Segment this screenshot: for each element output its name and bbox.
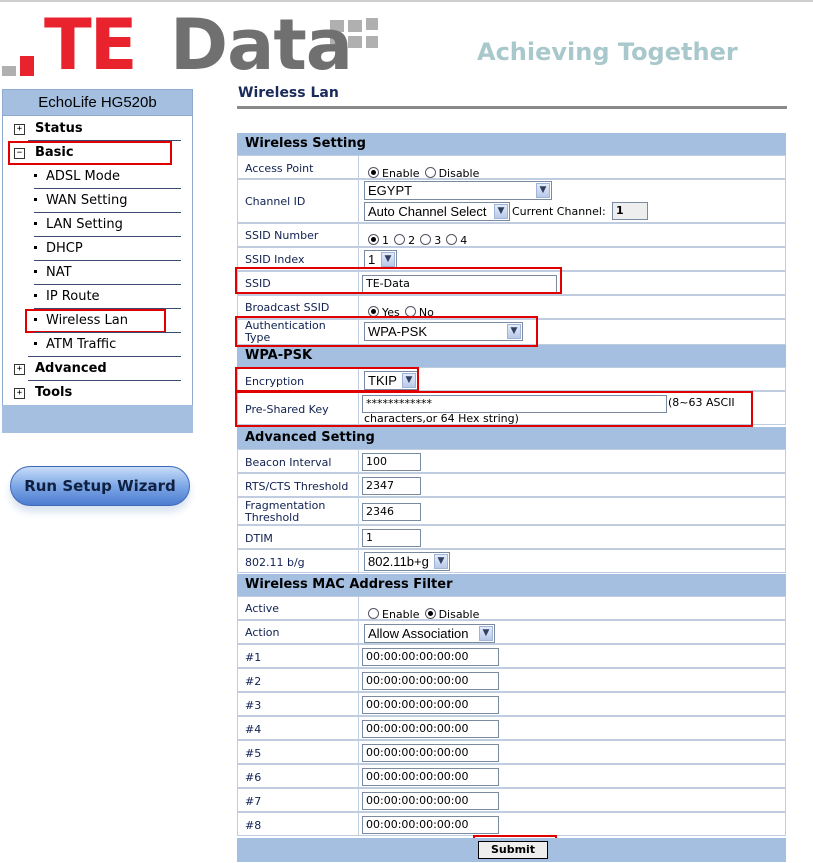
- mac-address-input[interactable]: 00:00:00:00:00:00: [362, 720, 499, 738]
- logo-data-text: Data: [170, 4, 353, 86]
- row-ssid-index: SSID Index 1 ▼: [237, 247, 786, 271]
- wireless-mode-select[interactable]: 802.11b+g ▼: [364, 552, 450, 571]
- mac-filter-disable-radio[interactable]: [425, 608, 436, 619]
- fragmentation-threshold-input[interactable]: 2346: [362, 503, 421, 521]
- row-access-point: Access Point Enable Disable: [237, 155, 786, 179]
- chevron-down-icon: ▼: [536, 183, 550, 198]
- ssid-number-3-radio[interactable]: [420, 234, 431, 245]
- sidebar-item-dhcp[interactable]: DHCP: [34, 242, 83, 256]
- row-broadcast-ssid: Broadcast SSID Yes No: [237, 295, 786, 319]
- section-wpa-psk: WPA-PSK: [237, 345, 786, 367]
- dtim-input[interactable]: 1: [362, 529, 421, 547]
- row-rts-threshold: RTS/CTS Threshold 2347: [237, 473, 786, 497]
- chevron-down-icon: ▼: [402, 373, 416, 388]
- channel-select[interactable]: Auto Channel Select ▼: [364, 202, 510, 221]
- sidebar-item-basic[interactable]: − Basic: [14, 146, 74, 160]
- ssid-number-1-radio[interactable]: [368, 234, 379, 245]
- row-mac-entry: #1 00:00:00:00:00:00: [237, 644, 786, 668]
- sidebar-item-atm-traffic[interactable]: ATM Traffic: [34, 338, 116, 352]
- chevron-down-icon: ▼: [507, 324, 521, 339]
- expand-icon: +: [14, 364, 25, 375]
- expand-icon: +: [14, 124, 25, 135]
- ssid-number-2-radio[interactable]: [394, 234, 405, 245]
- section-wireless-setting: Wireless Setting: [237, 133, 786, 155]
- ssid-input[interactable]: TE-Data: [362, 275, 557, 293]
- sidebar-item-nat[interactable]: NAT: [34, 266, 72, 280]
- device-name: EchoLife HG520b: [2, 89, 193, 116]
- mac-address-input[interactable]: 00:00:00:00:00:00: [362, 648, 499, 666]
- expand-icon: +: [14, 388, 25, 399]
- row-mac-entry: #6 00:00:00:00:00:00: [237, 764, 786, 788]
- mac-action-select[interactable]: Allow Association ▼: [364, 624, 495, 643]
- row-mac-entry: #2 00:00:00:00:00:00: [237, 668, 786, 692]
- row-fragmentation-threshold: Fragmentation Threshold 2346: [237, 497, 786, 525]
- highlight-box: [235, 316, 538, 347]
- highlight-box: [25, 309, 166, 333]
- highlight-box: [235, 367, 419, 392]
- mac-filter-enable-radio[interactable]: [368, 608, 379, 619]
- row-mac-action: Action Allow Association ▼: [237, 620, 786, 644]
- chevron-down-icon: ▼: [494, 204, 508, 219]
- ssid-index-select[interactable]: 1 ▼: [364, 250, 397, 269]
- logo-te-text: TE: [44, 4, 136, 86]
- access-point-disable-radio[interactable]: [425, 167, 436, 178]
- row-pre-shared-key: Pre-Shared Key ************ (8~63 ASCII characters,or 64 Hex string): [237, 391, 786, 425]
- row-ssid-number: SSID Number 1 2 3 4: [237, 223, 786, 247]
- row-beacon-interval: Beacon Interval 100: [237, 449, 786, 473]
- access-point-enable-radio[interactable]: [368, 167, 379, 178]
- beacon-interval-input[interactable]: 100: [362, 453, 421, 471]
- chevron-down-icon: ▼: [479, 626, 493, 641]
- sidebar-item-lan-setting[interactable]: LAN Setting: [34, 218, 123, 232]
- section-advanced-setting: Advanced Setting: [237, 427, 786, 449]
- sidebar-item-status[interactable]: + Status: [14, 122, 83, 136]
- row-authentication-type: Authentication Type WPA-PSK ▼: [237, 319, 786, 345]
- section-mac-filter: Wireless MAC Address Filter: [237, 574, 786, 596]
- row-mac-entry: #4 00:00:00:00:00:00: [237, 716, 786, 740]
- rts-threshold-input[interactable]: 2347: [362, 477, 421, 495]
- psk-input[interactable]: ************: [362, 395, 667, 413]
- row-mac-active: Active Enable Disable: [237, 596, 786, 620]
- ssid-number-4-radio[interactable]: [446, 234, 457, 245]
- submit-button[interactable]: Submit: [478, 841, 548, 859]
- sidebar-item-wan-setting[interactable]: WAN Setting: [34, 194, 127, 208]
- sidebar-item-advanced[interactable]: + Advanced: [14, 362, 107, 376]
- row-mac-entry: #5 00:00:00:00:00:00: [237, 740, 786, 764]
- mac-address-input[interactable]: 00:00:00:00:00:00: [362, 744, 499, 762]
- chevron-down-icon: ▼: [381, 252, 395, 267]
- sidebar-item-ip-route[interactable]: IP Route: [34, 290, 100, 304]
- sidebar-item-wireless-lan[interactable]: Wireless Lan: [34, 314, 128, 328]
- country-select[interactable]: EGYPT ▼: [364, 181, 552, 200]
- highlight-box: [235, 267, 562, 294]
- collapse-icon: −: [14, 148, 25, 159]
- current-channel-field: 1: [612, 202, 648, 220]
- mac-address-input[interactable]: 00:00:00:00:00:00: [362, 696, 499, 714]
- row-mac-entry: #8 00:00:00:00:00:00: [237, 812, 786, 836]
- row-80211-mode: 802.11 b/g 802.11b+g ▼: [237, 549, 786, 573]
- row-ssid: SSID TE-Data: [237, 271, 786, 295]
- row-dtim: DTIM 1: [237, 525, 786, 549]
- sidebar-item-tools[interactable]: + Tools: [14, 386, 72, 400]
- tagline: Achieving Together: [477, 38, 738, 66]
- mac-address-input[interactable]: 00:00:00:00:00:00: [362, 672, 499, 690]
- run-setup-wizard-button[interactable]: Run Setup Wizard: [10, 466, 190, 506]
- auth-type-select[interactable]: WPA-PSK ▼: [364, 322, 523, 341]
- row-mac-entry: #3 00:00:00:00:00:00: [237, 692, 786, 716]
- mac-address-input[interactable]: 00:00:00:00:00:00: [362, 816, 499, 834]
- chevron-down-icon: ▼: [434, 554, 448, 569]
- mac-address-input[interactable]: 00:00:00:00:00:00: [362, 792, 499, 810]
- encryption-select[interactable]: TKIP ▼: [364, 371, 418, 390]
- highlight-box: [8, 141, 172, 165]
- sidebar-item-adsl-mode[interactable]: ADSL Mode: [34, 170, 120, 184]
- page-title: Wireless Lan: [238, 85, 339, 101]
- row-channel-id: Channel ID EGYPT ▼ Auto Channel Select ▼ Current Channel: 1: [237, 179, 786, 223]
- title-divider: [237, 106, 787, 109]
- row-encryption: Encryption TKIP ▼: [237, 367, 786, 391]
- mac-address-input[interactable]: 00:00:00:00:00:00: [362, 768, 499, 786]
- row-mac-entry: #7 00:00:00:00:00:00: [237, 788, 786, 812]
- sidebar-footer: [2, 405, 193, 433]
- highlight-box: [235, 391, 753, 427]
